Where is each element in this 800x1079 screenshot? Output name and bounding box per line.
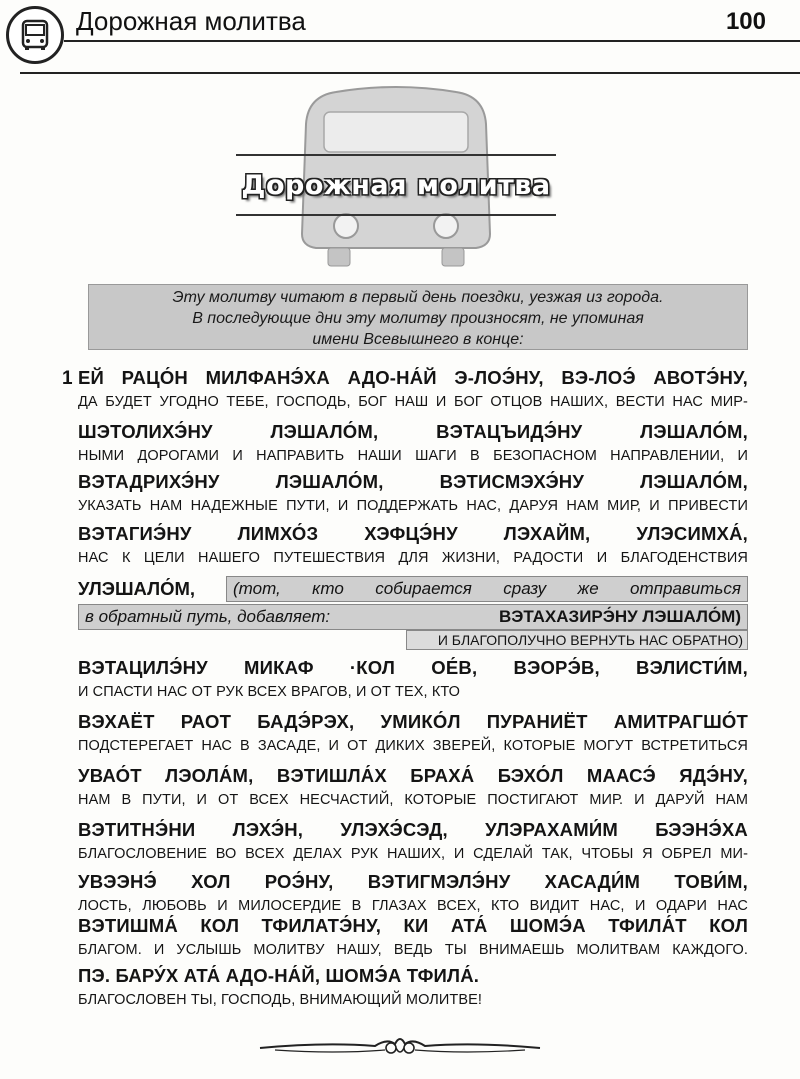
note-word: собирается — [375, 579, 472, 598]
prayer-block — [78, 870, 748, 916]
transliteration-line: ВЭТИШМА́ КОЛ ТФИЛАТЭ́НУ, КИ АТА́ ШОМЭ́А ТФИЛА́Т КОЛ — [78, 915, 748, 936]
note-word: отправиться — [630, 579, 741, 598]
prayer-block — [78, 710, 748, 756]
instruction-box — [88, 284, 748, 350]
verse-number: 1 — [62, 368, 73, 389]
prayer-block — [78, 914, 748, 960]
note-word: кто — [312, 579, 344, 598]
prayer-block — [78, 366, 748, 412]
note-lead-word: УЛЭШАЛО́М, — [78, 578, 196, 599]
bus-icon — [6, 6, 64, 64]
instruction-line: В последующие дни эту молитву произносят, не упоминая — [192, 310, 644, 327]
transliteration-line: ШЭТОЛИХЭ́НУ ЛЭШАЛО́М, ВЭТАЦЪИДЭ́НУ ЛЭШАЛО́М, — [78, 421, 748, 442]
note-italic-text: в обратный путь, добавляет: — [85, 607, 331, 626]
note-word: же — [577, 579, 599, 598]
translation-line: БЛАГОМ. И УСЛЫШЬ МОЛИТВУ НАШУ, ВЕДЬ ТЫ ВНИМАЕШЬ МОЛИТВАМ КАЖДОГО. — [78, 942, 748, 958]
transliteration-line: ВЭТАЦИЛЭ́НУ МИКАФ ·КОЛ ОЕ́В, ВЭОРЭ́В, ВЭЛИСТИ́М, — [78, 657, 748, 678]
transliteration-line: ЕЙ РАЦО́Н МИЛФАНЭ́ХА АДО-НА́Й Э-ЛОЭ́НУ, ВЭ-ЛОЭ́ АВОТЭ́НУ, — [78, 367, 748, 388]
banner-title-frame — [236, 154, 556, 216]
prayer-block — [78, 470, 748, 516]
transliteration-line: ВЭХАЁТ РАОТ БАДЭ́РЭХ, УМИКО́Л ПУРАНИЁТ АМИТРАГШО́Т — [78, 711, 748, 732]
translation-line: НЫМИ ДОРОГАМИ И НАПРАВИТЬ НАШИ ШАГИ В БЕЗОПАСНОМ НАПРАВЛЕНИИ, И — [78, 448, 748, 464]
instruction-line: Эту молитву читают в первый день поездки, уезжая из города. — [172, 289, 664, 306]
header-rule-bottom — [20, 72, 800, 74]
translation-line: УКАЗАТЬ НАМ НАДЕЖНЫЕ ПУТИ, И ПОДДЕРЖАТЬ НАС, ДАРУЯ НАМ МИР, И ПРИВЕСТИ — [78, 498, 748, 514]
prayer-block — [78, 818, 748, 864]
header-rule — [64, 40, 800, 42]
prayer-block — [78, 764, 748, 810]
return-trip-note — [78, 576, 748, 648]
title-banner — [236, 84, 556, 280]
note-word: (тот, — [233, 579, 281, 598]
translation-line: НАС К ЦЕЛИ НАШЕГО ПУТЕШЕСТВИЯ ДЛЯ ЖИЗНИ, РАДОСТИ И БЛАГОДЕНСТВИЯ — [78, 550, 748, 566]
note-bold-text: ВЭТАХАЗИРЭ́НУ ЛЭШАЛО́М) — [498, 607, 741, 626]
prayer-block — [78, 522, 748, 568]
transliteration-line: УВЭЭНЭ́ ХОЛ РОЭ́НУ, ВЭТИГМЭЛЭ́НУ ХАСАДИ́М ТОВИ́М, — [78, 871, 748, 892]
running-title: Дорожная молитва — [76, 6, 306, 36]
prayer-block — [78, 964, 748, 1010]
transliteration-line: ВЭТИТНЭ́НИ ЛЭХЭ́Н, УЛЭХЭ́СЭД, УЛЭРАХАМИ́М БЭЭНЭ́ХА — [78, 819, 748, 840]
note-translation: И БЛАГОПОЛУЧНО ВЕРНУТЬ НАС ОБРАТНО) — [406, 630, 748, 650]
transliteration-line: ВЭТАГИЭ́НУ ЛИМХО́З ХЭФЦЭ́НУ ЛЭХАЙМ, УЛЭСИМХА́, — [78, 523, 748, 544]
translation-line: НАМ В ПУТИ, И ОТ ВСЕХ НЕСЧАСТИЙ, КОТОРЫЕ ПОСТИГАЮТ МИР. И ДАРУЙ НАМ — [78, 792, 748, 808]
page-header — [0, 0, 800, 82]
translation-line: ДА БУДЕТ УГОДНО ТЕБЕ, ГОСПОДЬ, БОГ НАШ И БОГ ОТЦОВ НАШИХ, ВЕСТИ НАС МИР- — [78, 394, 748, 410]
page-number: 100 — [725, 8, 766, 35]
transliteration-line: УВАО́Т ЛЭОЛА́М, ВЭТИШЛА́Х БРАХА́ БЭХО́Л МААСЭ́ ЯДЭ́НУ, — [78, 765, 748, 786]
translation-line: ЛОСТЬ, ЛЮБОВЬ И МИЛОСЕРДИЕ В ГЛАЗАХ ВСЕХ, КТО ВИДИТ НАС, И ОДАРИ НАС — [78, 898, 748, 914]
instruction-line: имени Всевышнего в конце: — [312, 331, 524, 348]
translation-line: И СПАСТИ НАС ОТ РУК ВСЕХ ВРАГОВ, И ОТ ТЕХ, КТО — [78, 684, 461, 700]
translation-line: БЛАГОСЛОВЕН ТЫ, ГОСПОДЬ, ВНИМАЮЩИЙ МОЛИТВЕ! — [78, 992, 483, 1008]
transliteration-line: ВЭТАДРИХЭ́НУ ЛЭШАЛО́М, ВЭТИСМЭХЭ́НУ ЛЭШАЛО́М, — [78, 471, 748, 492]
note-line — [226, 576, 748, 602]
note-line — [78, 604, 748, 630]
prayer-block — [78, 656, 748, 702]
transliteration-line: ПЭ. БАРУ́Х АТА́ АДО-НА́Й, ШОМЭ́А ТФИЛА́. — [78, 965, 480, 986]
note-word: сразу — [503, 579, 547, 598]
decorative-divider — [255, 1030, 545, 1064]
translation-line: ПОДСТЕРЕГАЕТ НАС В ЗАСАДЕ, И ОТ ДИКИХ ЗВЕРЕЙ, КОТОРЫЕ МОГУТ ВСТРЕТИТЬСЯ — [78, 738, 748, 754]
banner-title: Дорожная молитва — [241, 169, 551, 201]
prayer-block — [78, 420, 748, 466]
translation-line: БЛАГОСЛОВЕНИЕ ВО ВСЕХ ДЕЛАХ РУК НАШИХ, И СДЕЛАЙ ТАК, ЧТОБЫ Я ОБРЕЛ МИ- — [78, 846, 748, 862]
